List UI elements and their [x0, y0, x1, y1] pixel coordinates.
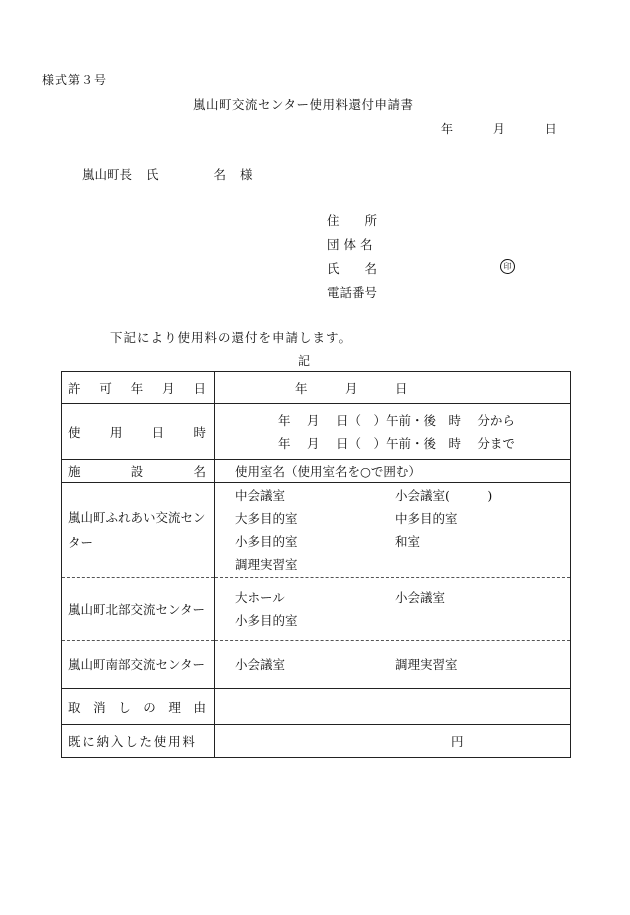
facility-instruction-cell [215, 460, 571, 483]
facility-label-char: 名 [193, 464, 206, 479]
document-title: 嵐山町交流センター使用料還付申請書 [193, 97, 414, 112]
paid-fee-label: 既に納入した使用料 [62, 725, 215, 758]
applicant-address-label: 住 所 [327, 213, 378, 228]
facility-instruction: 使用室名（使用室名を○で囲む） [235, 464, 421, 479]
hokubu-label: 嵐山町北部交流センター [62, 578, 215, 641]
permit-label-char: 月 [162, 380, 175, 396]
room-option[interactable]: 調理実習室 [235, 557, 298, 572]
cancel-reason-label [62, 689, 215, 725]
room-option[interactable]: 中多目的室 [395, 511, 458, 526]
paid-fee-unit: 円 [451, 734, 464, 749]
date-day: 日 [544, 122, 557, 136]
room-option[interactable]: 小多目的室 [235, 613, 298, 628]
usage-time-label-char: 用 [109, 424, 123, 440]
nanbu-row [62, 641, 571, 689]
seal-mark: 印 [500, 259, 515, 274]
room-option[interactable]: 小多目的室 [235, 534, 298, 549]
date-year: 年 [441, 122, 454, 136]
room-option[interactable]: 小会議室 [395, 590, 446, 605]
usage-time-cell[interactable] [215, 404, 571, 460]
usage-time-from: 年 月 日（ ）午前・後 時 分から [278, 412, 515, 428]
room-option[interactable]: 大多目的室 [235, 511, 298, 526]
addressee-office: 嵐山町長 [82, 167, 133, 182]
application-date [441, 120, 557, 137]
cancel-reason-label-char: 由 [193, 699, 206, 715]
facility-label-char: 設 [130, 464, 144, 479]
room-option[interactable]: 大ホール [235, 590, 285, 605]
room-option[interactable]: 中会議室 [235, 488, 286, 503]
addressee [82, 165, 253, 183]
addressee-name-label2: 名 [213, 167, 227, 182]
usage-time-label-char: 日 [151, 424, 165, 440]
room-option[interactable]: 小会議室 [235, 657, 286, 672]
cancel-reason-row [62, 689, 571, 725]
cancel-reason-label-char: 消 [93, 699, 106, 715]
room-option[interactable]: 和室 [395, 534, 421, 549]
usage-time-label [62, 404, 215, 460]
cancel-reason-field[interactable] [215, 689, 571, 725]
permit-label-char: 年 [130, 380, 144, 396]
permit-label-char: 日 [193, 380, 206, 396]
facility-row [62, 460, 571, 483]
applicant-name-label: 氏 名 [327, 261, 378, 276]
ki-heading: 記 [298, 354, 311, 368]
form-number: 様式第３号 [42, 73, 108, 87]
intro-text: 下記により使用料の還付を申請します。 [110, 330, 353, 345]
facility-label-char: 施 [68, 464, 81, 479]
usage-time-to: 年 月 日（ ）午前・後 時 分まで [278, 435, 515, 451]
applicant-phone-label: 電話番号 [327, 285, 378, 300]
usage-time-row [62, 404, 571, 460]
application-table [61, 371, 571, 758]
paid-fee-row [62, 725, 571, 758]
permit-label-char: 可 [99, 380, 112, 396]
permit-date-value: 年 月 日 [295, 380, 408, 396]
usage-time-label-char: 時 [193, 424, 206, 440]
paid-fee-field[interactable] [215, 725, 571, 758]
room-option-empty [395, 553, 535, 576]
fureai-rooms [215, 483, 571, 578]
cancel-reason-label-char: 取 [68, 699, 81, 715]
fureai-label: 嵐山町ふれあい交流センター [62, 483, 215, 578]
facility-label [62, 460, 215, 483]
permit-label [62, 372, 215, 404]
permit-date-cell[interactable] [215, 372, 571, 404]
cancel-reason-label-char: の [143, 699, 156, 715]
permit-label-char: 許 [68, 380, 81, 396]
hokubu-row [62, 578, 571, 641]
room-option[interactable]: 調理実習室 [395, 657, 458, 672]
addressee-name-label: 氏 [146, 167, 159, 182]
nanbu-rooms [215, 641, 571, 689]
date-month: 月 [492, 122, 505, 136]
room-option[interactable]: 小会議室( ) [395, 488, 493, 503]
usage-time-label-char: 使 [68, 424, 81, 440]
nanbu-label: 嵐山町南部交流センター [62, 641, 215, 689]
room-option-empty [395, 609, 535, 632]
addressee-honorific: 様 [240, 167, 253, 182]
applicant-group-label: 団 体 名 [327, 237, 373, 252]
fureai-row [62, 483, 571, 578]
hokubu-rooms [215, 578, 571, 641]
cancel-reason-label-char: し [118, 699, 131, 715]
permit-row [62, 372, 571, 404]
cancel-reason-label-char: 理 [168, 699, 181, 715]
